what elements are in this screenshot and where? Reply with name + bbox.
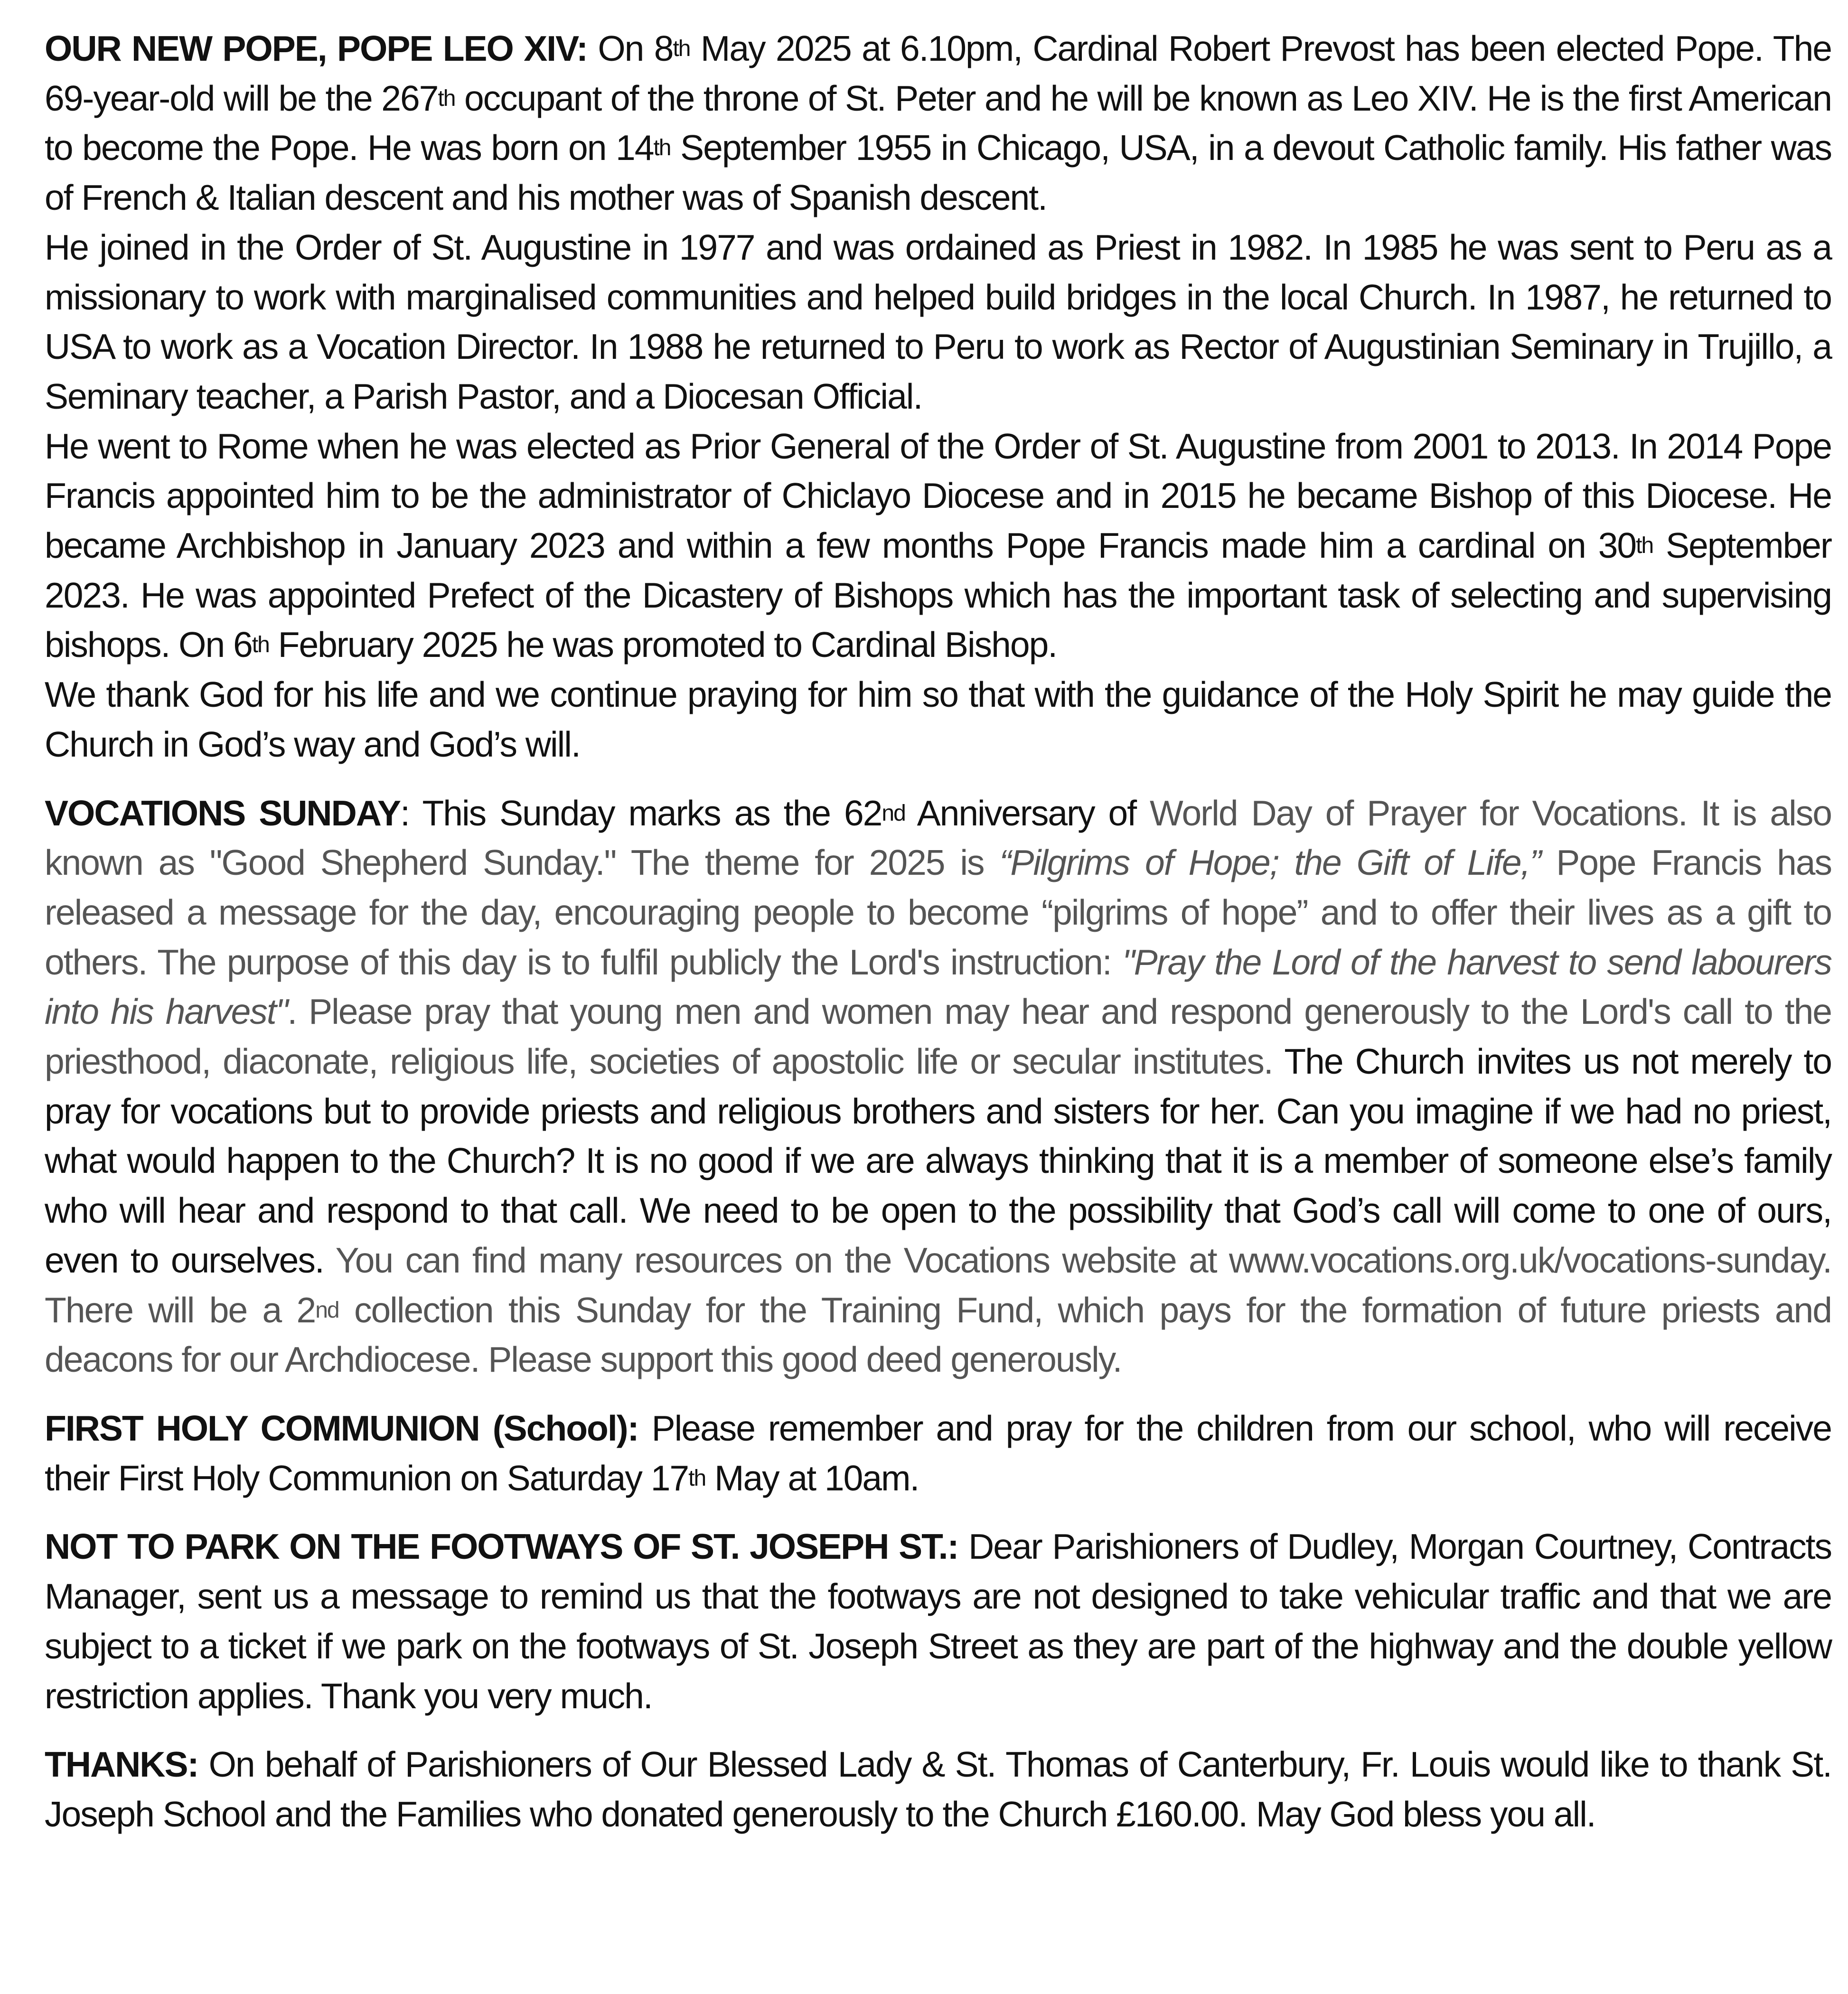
vocations-text: Anniversary of [905, 793, 1150, 833]
pope-text: September 2023. He was appointed Prefect of the Dicastery of Bishops which has the important task of selecting and supervising bishops. On 6 [45, 525, 1831, 665]
pope-paragraph-4: We thank God for his life and we continue praying for him so that with the guidance of the Holy Spirit he may guide the Church in God’s way and God’s will. [45, 674, 1831, 764]
ordinal-suffix: th [688, 1465, 706, 1491]
vocations-text: World Day of Prayer for Vocations. It is also known as "Good Shepherd Sunday." The theme for 2025 is [45, 793, 1831, 883]
pope-heading: OUR NEW POPE, POPE LEO XIV: [45, 28, 587, 68]
parking-section [45, 1522, 1831, 1721]
parking-paragraph [45, 1522, 1831, 1721]
communion-paragraph [45, 1404, 1831, 1503]
vocations-quote: "Pray the Lord of the harvest to send labourers into his harvest" [45, 942, 1832, 1032]
communion-heading: FIRST HOLY COMMUNION (School): [45, 1408, 638, 1448]
thanks-paragraph [45, 1740, 1831, 1839]
vocations-text: : This Sunday marks as the 62 [400, 793, 882, 833]
ordinal-suffix: th [653, 135, 671, 161]
pope-text: occupant of the throne of St. Peter and he will be known as Leo XIV. He is the first American to become the Pope. He was born on 14 [45, 78, 1831, 168]
pope-text: September 1955 in Chicago, USA, in a devout Catholic family. His father was of French & Italian descent and his mother was of Spanish descent. [45, 128, 1831, 218]
ordinal-suffix: th [252, 632, 269, 658]
thanks-text: On behalf of Parishioners of Our Blessed Lady & St. Thomas of Canterbury, Fr. Louis would like to thank St. Joseph School and the Families who donated generously to the Church £160.00. May God bless you all. [45, 1744, 1831, 1834]
pope-text: February 2025 he was promoted to Cardinal Bishop. [269, 625, 1057, 665]
vocations-text: collection this Sunday for the Training Fund, which pays for the formation of future priests and deacons for our Archdiocese. Please support this good deed generously. [45, 1290, 1831, 1380]
ordinal-suffix: th [1636, 533, 1653, 559]
pope-paragraph-2: He joined in the Order of St. Augustine in 1977 and was ordained as Priest in 1982. In 1985 he was sent to Peru as a missionary to work with marginalised communities and helped build bridges in the local Church. In 1987, he returned to USA to work as a Vocation Director. In 1988 he returned to Peru to work as Rector of Augustinian Seminary in Trujillo, a Seminary teacher, a Parish Pastor, and a Diocesan Official. [45, 227, 1831, 416]
ordinal-suffix: th [438, 85, 455, 111]
vocations-text: Pope Francis has released a message for the day, encouraging people to become “pilgrims of hope” and to offer their lives as a gift to others. The purpose of this day is to fulfil publicly the Lord's instruction: [45, 843, 1832, 982]
parking-heading: NOT TO PARK ON THE FOOTWAYS OF ST. JOSEPH ST.: [45, 1526, 958, 1567]
pope-paragraph-3 [45, 421, 1831, 670]
pope-paragraph-1 [45, 24, 1831, 223]
parking-text: Dear Parishioners of Dudley, Morgan Courtney, Contracts Manager, sent us a message to remind us that the footways are not designed to take vehicular traffic and that we are subject to a ticket if we park on the footways of St. Joseph Street as they are part of the highway and the double yellow restriction applies. Thank you very much. [45, 1526, 1831, 1716]
communion-section [45, 1404, 1831, 1503]
thanks-heading: THANKS: [45, 1744, 198, 1785]
vocations-theme: “Pilgrims of Hope; the Gift of Life,” [999, 843, 1541, 883]
vocations-heading: VOCATIONS SUNDAY [45, 793, 401, 833]
vocations-text: . Please pray that young men and women may hear and respond generously to the Lord's call to the priesthood, diaconate, religious life, societies of apostolic life or secular institutes. [45, 992, 1831, 1082]
ordinal-suffix: nd [882, 800, 905, 826]
vocations-section [45, 788, 1831, 1385]
thanks-section [45, 1740, 1831, 1839]
ordinal-suffix: th [673, 36, 690, 61]
pope-text: On 8 [587, 28, 673, 68]
vocations-text: You can find many resources on the Vocations website at www.vocations.org.uk/vocations-sunday. There will be a 2 [45, 1240, 1831, 1330]
vocations-paragraph [45, 788, 1831, 1385]
pope-section [45, 24, 1831, 769]
communion-text: Please remember and pray for the children from our school, who will receive their First Holy Communion on Saturday 17 [45, 1408, 1831, 1498]
ordinal-suffix: nd [315, 1297, 339, 1323]
communion-text: May at 10am. [705, 1458, 919, 1498]
vocations-text: The Church invites us not merely to pray for vocations but to provide priests and religious brothers and sisters for her. Can you imagine if we had no priest, what would happen to the Church? It is no good if we are always thinking that it is a member of someone else’s family who will hear and respond to that call. We need to be open to the possibility that God’s call will come to one of ours, even to ourselves. [45, 1041, 1831, 1280]
pope-text: He went to Rome when he was elected as Prior General of the Order of St. Augustine from 2001 to 2013. In 2014 Pope Francis appointed him to be the administrator of Chiclayo Diocese and in 2015 he became Bishop of this Diocese. He became Archbishop in January 2023 and within a few months Pope Francis made him a cardinal on 30 [45, 426, 1831, 566]
pope-text: May 2025 at 6.10pm, Cardinal Robert Prevost has been elected Pope. The 69-year-old will be the 267 [45, 28, 1832, 118]
